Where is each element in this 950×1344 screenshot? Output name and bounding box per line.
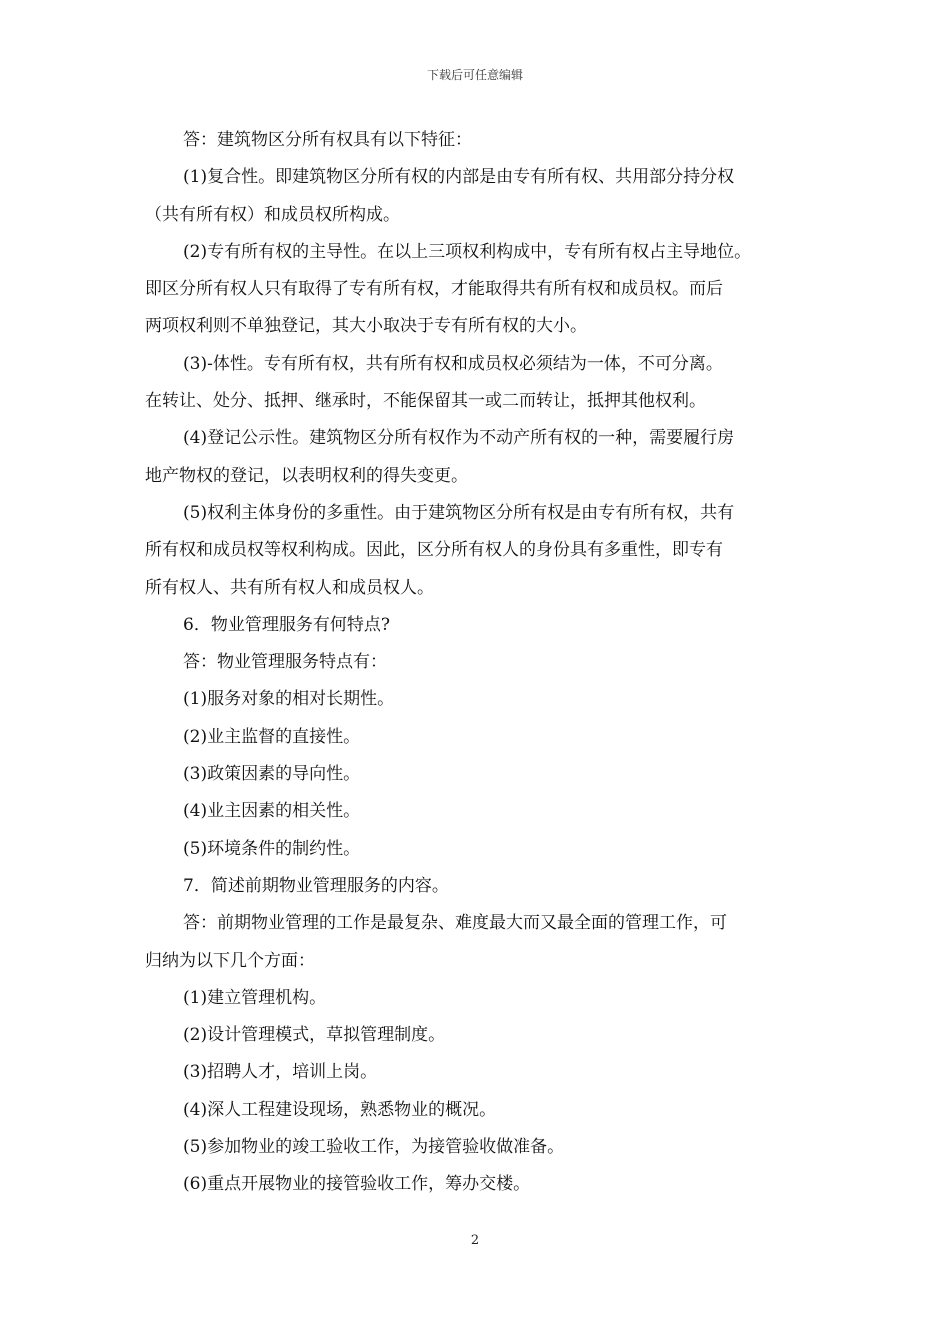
text-line: (1)复合性。即建筑物区分所有权的内部是由专有所有权、共用部分持分权 [183, 167, 735, 188]
text-line: （共有所有权）和成员权所构成。 [145, 204, 400, 225]
text-line: (3)招聘人才，培训上岗。 [183, 1062, 378, 1083]
text-line: (5)参加物业的竣工验收工作，为接管验收做准备。 [183, 1137, 565, 1158]
text-line: (5)环境条件的制约性。 [183, 838, 361, 859]
text-line: 在转让、处分、抵押、继承时，不能保留其一或二而转让，抵押其他权利。 [145, 391, 706, 412]
page-header: 下载后可任意编辑 [426, 68, 523, 82]
document-body [145, 122, 810, 1204]
text-line: (3)政策因素的导向性。 [183, 764, 361, 785]
text-line: 归纳为以下几个方面： [145, 950, 315, 971]
text-line: (1)建立管理机构。 [183, 987, 327, 1008]
text-line: (2)设计管理模式，草拟管理制度。 [183, 1025, 446, 1046]
text-line: 答：前期物业管理的工作是最复杂、难度最大而又最全面的管理工作，可 [183, 913, 727, 934]
text-line: 两项权利则不单独登记，其大小取决于专有所有权的大小。 [145, 316, 587, 337]
text-line: 答：建筑物区分所有权具有以下特征： [183, 130, 472, 150]
text-line: (4)业主因素的相关性。 [183, 801, 361, 822]
text-line: (2)业主监督的直接性。 [183, 726, 361, 747]
text-line: (6)重点开展物业的接管验收工作，筹办交楼。 [183, 1174, 531, 1195]
text-line: 7．简述前期物业管理服务的内容。 [183, 875, 449, 896]
text-line: (2)专有所有权的主导性。在以上三项权利构成中，专有所有权占主导地位。 [183, 241, 752, 262]
text-line: (5)权利主体身份的多重性。由于建筑物区分所有权是由专有所有权，共有 [183, 502, 735, 523]
text-line: 所有权和成员权等权利构成。因此，区分所有权人的身份具有多重性，即专有 [145, 540, 723, 561]
text-line: (4)深人工程建设现场，熟悉物业的概况。 [183, 1099, 497, 1120]
page-number: 2 [470, 1233, 480, 1248]
text-line: 答：物业管理服务特点有： [183, 652, 387, 673]
text-line: (4)登记公示性。建筑物区分所有权作为不动产所有权的一种，需要履行房 [183, 428, 735, 449]
text-line: (1)服务对象的相对长期性。 [183, 689, 395, 710]
text-line: (3)-体性。专有所有权，共有所有权和成员权必须结为一体，不可分离。 [183, 353, 723, 374]
text-line: 地产物权的登记，以表明权利的得失变更。 [145, 465, 468, 486]
text-line: 即区分所有权人只有取得了专有所有权，才能取得共有所有权和成员权。而后 [145, 279, 723, 300]
text-line: 6．物业管理服务有何特点? [183, 614, 390, 635]
text-line: 所有权人、共有所有权人和成员权人。 [145, 577, 434, 598]
